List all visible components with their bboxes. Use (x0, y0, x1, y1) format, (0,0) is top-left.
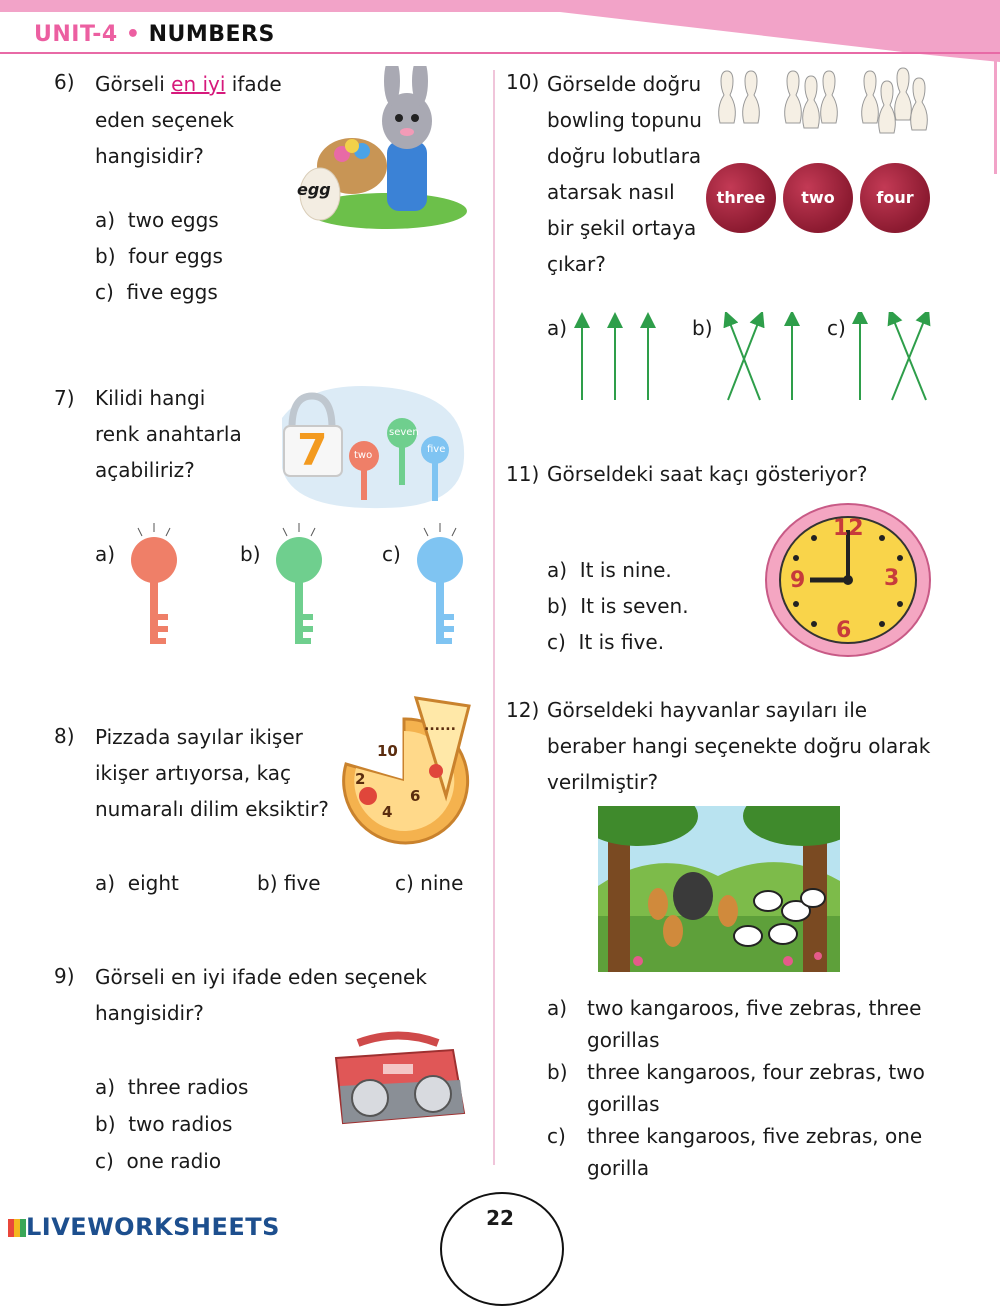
option-text: It is seven. (580, 594, 689, 618)
q10-number: 10) (506, 70, 540, 94)
q9-question (95, 959, 427, 1031)
pizza-missing-slice: ...... (424, 718, 456, 734)
jungle-animals-illustration (598, 806, 840, 972)
q6-option-b[interactable] (95, 244, 223, 268)
radio-illustration (328, 1028, 468, 1128)
option-text: two radios (128, 1112, 233, 1136)
q7-option-c-letter[interactable]: c) (382, 542, 401, 566)
q11-number: 11) (506, 462, 540, 486)
bowling-ball-four: four (860, 163, 930, 233)
q7-line2: renk anahtarla (95, 422, 242, 446)
option-text-cont: gorillas (587, 1092, 660, 1116)
q8-number: 8) (54, 724, 75, 748)
key-label-seven: seven (389, 427, 419, 438)
option-letter: b) (547, 1060, 568, 1084)
header-line (0, 52, 1000, 54)
option-text: three kangaroos, four zebras, two (587, 1060, 925, 1084)
unit-label: UNIT-4 (34, 22, 118, 47)
q6-option-c[interactable] (95, 280, 218, 304)
q10-line5: bir şekil ortaya (547, 216, 697, 240)
q6-number: 6) (54, 70, 75, 94)
q8-line3: numaralı dilim eksiktir? (95, 797, 329, 821)
egg-label: egg (297, 180, 331, 199)
q11-option-c[interactable] (547, 630, 664, 654)
option-text: nine (420, 871, 464, 895)
option-letter: a) (547, 996, 568, 1020)
q6-highlight: en iyi (171, 72, 226, 96)
q9-number: 9) (54, 964, 75, 988)
option-text-cont: gorillas (587, 1028, 660, 1052)
q6-text: Görseli (95, 72, 172, 96)
option-letter: b) (547, 594, 568, 618)
q6-text-post: ifade (225, 72, 282, 96)
q8-question (95, 719, 329, 827)
q10-line3: doğru lobutlara (547, 144, 702, 168)
q8-line2: ikişer artıyorsa, kaç (95, 761, 292, 785)
q9-option-a[interactable] (95, 1075, 248, 1099)
option-text: three kangaroos, five zebras, one (587, 1124, 923, 1148)
q10-question (547, 66, 702, 282)
option-letter: b) (95, 244, 116, 268)
key-label-two: two (354, 450, 373, 461)
q7-line3: açabiliriz? (95, 458, 195, 482)
option-b-arrows (728, 318, 792, 400)
option-text: three radios (127, 1075, 249, 1099)
option-letter: a) (547, 558, 568, 582)
pizza-number-10: 10 (377, 742, 398, 760)
unit-separator: • (125, 22, 141, 47)
option-text: one radio (126, 1149, 222, 1173)
arrow-options (570, 312, 940, 404)
bunny-illustration (292, 66, 467, 231)
q12-line1: Görseldeki hayvanlar sayıları ile (547, 698, 868, 722)
option-text: eight (127, 871, 179, 895)
logo-text: LIVEWORKSHEETS (26, 1213, 280, 1241)
q10-line2: bowling topunu (547, 108, 702, 132)
option-text: two eggs (127, 208, 219, 232)
q7-option-a-letter[interactable]: a) (95, 542, 116, 566)
option-letter: a) (95, 871, 116, 895)
clock-number-12: 12 (833, 516, 864, 541)
q12-number: 12) (506, 698, 540, 722)
q11-question: Görseldeki saat kaçı gösteriyor? (547, 462, 868, 486)
q8-line1: Pizzada sayılar ikişer (95, 725, 303, 749)
logo-icon (8, 1219, 26, 1237)
q12-line2: beraber hangi seçenekte doğru olarak (547, 734, 931, 758)
key-green-icon (276, 523, 322, 644)
bowling-ball-three: three (706, 163, 776, 233)
unit-topic: NUMBERS (148, 22, 275, 47)
clock-number-6: 6 (836, 618, 852, 643)
option-letter: c) (395, 871, 414, 895)
q7-question (95, 380, 242, 488)
q8-option-b[interactable] (257, 871, 321, 895)
q12-option-c[interactable] (547, 1120, 922, 1184)
q9-line1: Görseli en iyi ifade eden seçenek (95, 965, 427, 989)
q10-line1: Görselde doğru (547, 72, 702, 96)
option-c-arrows (860, 316, 926, 400)
q10-line4: atarsak nasıl (547, 180, 675, 204)
q9-option-b[interactable] (95, 1112, 232, 1136)
liveworksheets-logo[interactable] (8, 1213, 280, 1241)
option-text-cont: gorilla (587, 1156, 650, 1180)
option-letter: c) (547, 1124, 566, 1148)
option-letter: c) (95, 280, 114, 304)
q6-option-a[interactable] (95, 208, 219, 232)
option-text: It is five. (578, 630, 665, 654)
q9-option-c[interactable] (95, 1149, 221, 1173)
q10-option-c-letter[interactable]: c) (827, 316, 846, 340)
q12-question (547, 692, 930, 800)
q12-line3: verilmiştir? (547, 770, 659, 794)
bowling-ball-two: two (783, 163, 853, 233)
key-label-five: five (427, 444, 446, 455)
q6-line2: eden seçenek (95, 108, 234, 132)
option-letter: a) (95, 208, 116, 232)
q10-option-a-letter[interactable]: a) (547, 316, 568, 340)
option-letter: c) (547, 630, 566, 654)
q7-number: 7) (54, 386, 75, 410)
unit-title (34, 22, 275, 47)
q12-option-a[interactable] (547, 992, 921, 1056)
option-letter: b) (257, 871, 278, 895)
option-text: five eggs (126, 280, 218, 304)
key-options (120, 518, 500, 653)
option-text: It is nine. (579, 558, 672, 582)
key-blue-icon (417, 523, 463, 644)
option-letter: b) (95, 1112, 116, 1136)
clock-number-9: 9 (790, 568, 806, 593)
pizza-number-2: 2 (355, 770, 366, 788)
pizza-number-6: 6 (410, 787, 421, 805)
q8-option-a[interactable] (95, 871, 179, 895)
q10-option-b-letter[interactable]: b) (692, 316, 713, 340)
q6-question (95, 66, 282, 174)
option-a-arrows (582, 320, 648, 400)
q12-option-b[interactable] (547, 1056, 925, 1120)
q7-option-b-letter[interactable]: b) (240, 542, 261, 566)
page-number: 22 (486, 1206, 514, 1230)
q11-option-a[interactable] (547, 558, 672, 582)
q7-line1: Kilidi hangi (95, 386, 206, 410)
bowling-pins (715, 66, 940, 136)
header-wedge (560, 0, 1000, 70)
right-edge-bar (994, 54, 997, 174)
option-text: four eggs (128, 244, 223, 268)
option-text: two kangaroos, five zebras, three (587, 996, 922, 1020)
lock-number: 7 (297, 425, 328, 476)
q11-option-b[interactable] (547, 594, 689, 618)
clock-number-3: 3 (884, 566, 900, 591)
pizza-number-4: 4 (382, 803, 393, 821)
pizza-illustration (334, 686, 484, 846)
q9-line2: hangisidir? (95, 1001, 204, 1025)
q8-option-c[interactable] (395, 871, 463, 895)
q10-line6: çıkar? (547, 252, 606, 276)
q6-line3: hangisidir? (95, 144, 204, 168)
key-red-icon (131, 523, 177, 644)
option-letter: c) (95, 1149, 114, 1173)
option-letter: a) (95, 1075, 116, 1099)
option-text: five (283, 871, 321, 895)
